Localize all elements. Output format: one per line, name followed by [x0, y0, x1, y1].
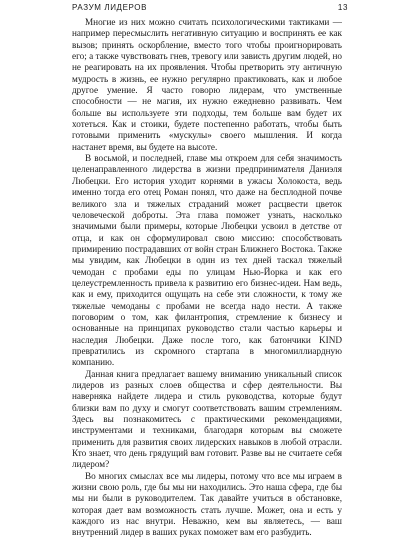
body-text — [72, 17, 342, 539]
paragraph: Многие из них можно считать психологическими тактиками — например пересмыслить негативную ситуацию и воспринять ее как вызов; принять оскорбление, вместо того чтобы проигнорировать его; а также чувствовать гнев, тревогу или зависть другим людей, но не реагировать на их проявления. Чтобы претворить эту античную мудрость в жизнь, ее нужно регулярно практиковать, как и любое другое умение. Я часто говорю лидерам, что умственные способности — не магия, их нужно ежедневно развивать. Чем больше вы используете эти подходы, тем больше вам будет их хотеться. Как и стоики, будете постепенно работать, чтобы быть готовыми применить «мускулы» своего мышления. И когда настанет время, вы будете на высоте. — [72, 17, 342, 152]
paragraph: Данная книга предлагает вашему вниманию уникальный список лидеров из разных слоев общества и сфер деятельности. Вы наверняка найдете лидера и стиль руководства, которые будут близки вам по духу и смогут соответствовать вашим стремлениям. Здесь вы познакомитесь с практическими рекомендациями, инструментами и техниками, благодаря которым вы сможете применить для развития своих лидерских навыков в любой отрасли. Кто знает, что день грядущий вам готовит. Разве вы не считаете себя лидером? — [72, 368, 342, 470]
page-header — [72, 3, 348, 15]
page-number: 13 — [337, 3, 348, 12]
running-title: РАЗУМ ЛИДЕРОВ — [72, 3, 148, 12]
paragraph: В восьмой, и последней, главе мы откроем для себя значимость целенаправленного лидерства в жизни предпринимателя Даниэля Любецки. Его история уходит корнями в ужасы Холокоста, ведь именно тогда его отец Роман понял, что даже на бесплодной почве великого зла и тяжелых страданий может расцвести цветок человеческой доброты. Эта глава поможет узнать, насколько значимыми были примеры, которые Любецки усвоил в детстве от отца, и как он сформулировал свою миссию: способствовать примирению пострадавших от войн стран Ближнего Востока. Также мы увидим, как Любецки в один из тех дней таскал тяжелый чемодан с пробами еды по улицам Нью-Йорка и как его целеустремленность привела к развитию его бизнес-идеи. Нам ведь, как и ему, приходится ощущать на себе эти сложности, к тому же тяжелые чемоданы с пробами не всегда надо нести. А также поговорим о том, как филантропия, стремление к бизнесу и основанные на принципах руководство стали частью карьеры и наследия Любецки. Даже после того, как батончики KIND превратились из скромного стартапа в многомиллиардную компанию. — [72, 153, 342, 368]
paragraph: Во многих смыслах все мы лидеры, потому что все мы играем в жизни свою роль, где бы мы ни находились. Это наша сфера, где бы мы ни были в руководителем. Так давайте учиться в обстановке, которая дает вам возможность стать лучше. Может, она и есть у каждого из нас внутри. Неважно, кем вы являетесь, — ваш внутренний лидер в ваших руках поможет вам его разбудить. — [72, 470, 342, 538]
